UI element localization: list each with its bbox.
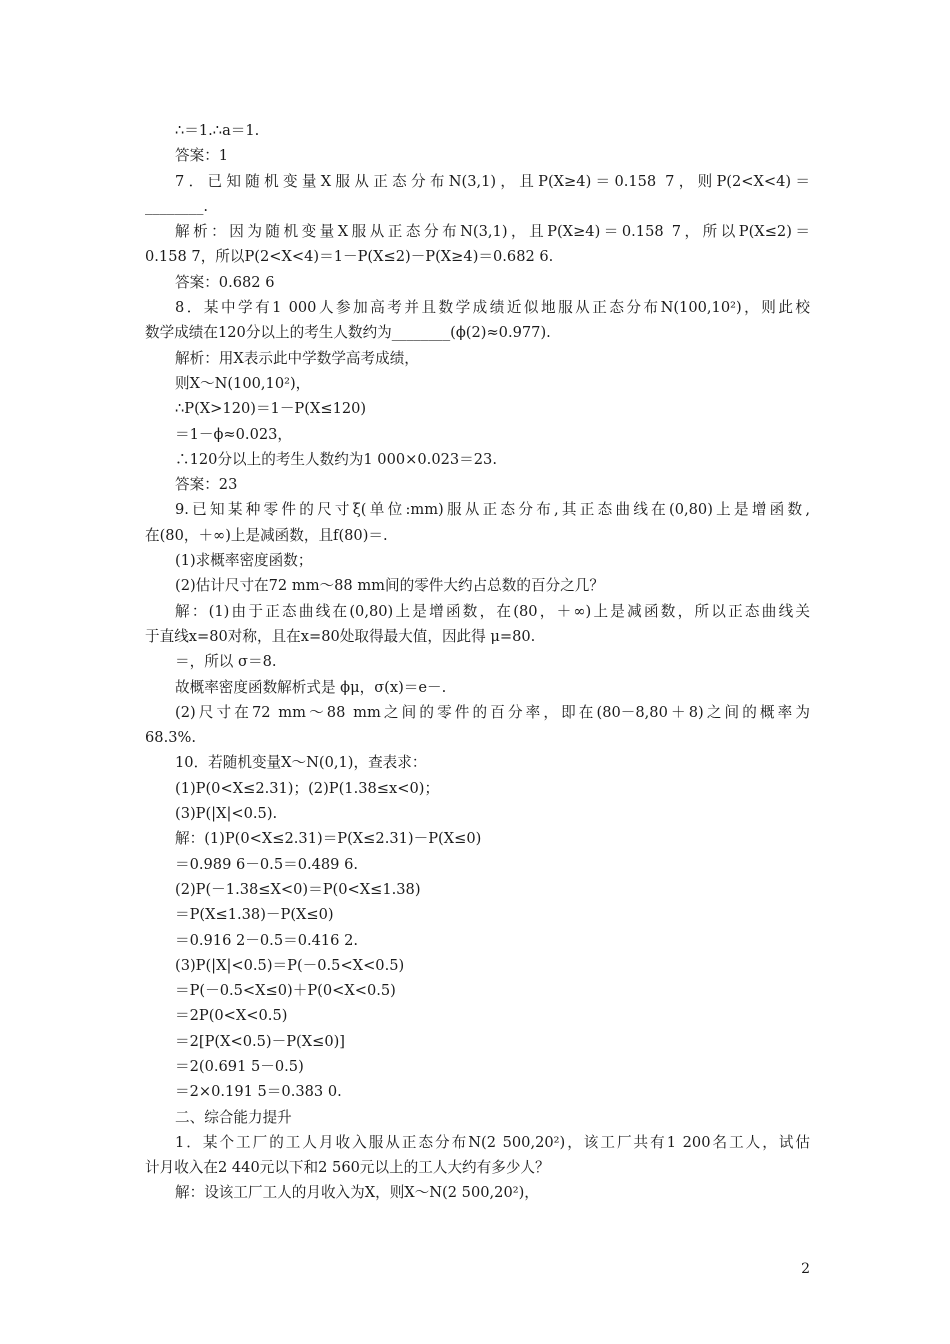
text-line: ＝2(0.691 5－0.5): [175, 1057, 304, 1075]
text-line: 7．已知随机变量X服从正态分布N(3,1)，且P(X≥4)＝0.158 7，则P(2<X<4)＝: [175, 172, 810, 190]
text-line: 解：设该工厂工人的月收入为X，则X～N(2 500,20²)，: [175, 1184, 539, 1202]
text-line: ＝2×0.191 5＝0.383 0.: [175, 1083, 342, 1101]
text-line: ＝0.916 2－0.5＝0.416 2.: [175, 931, 359, 949]
text-line: 0.158 7，所以P(2<X<4)＝1－P(X≤2)－P(X≥4)＝0.682 6.: [145, 248, 554, 266]
text-line: ＝2[P(X<0.5)－P(X≤0)]: [175, 1032, 346, 1050]
text-line: 在(80，＋∞)上是减函数，且f(80)＝.: [145, 526, 388, 544]
text-line: 答案：23: [175, 476, 238, 494]
text-line: 解析：因为随机变量X服从正态分布N(3,1)，且P(X≥4)＝0.158 7，所以P(X≤2)＝: [175, 223, 810, 241]
text-line: 10．若随机变量X～N(0,1)，查表求：: [175, 754, 427, 772]
text-line: (3)P(|X|<0.5)＝P(－0.5<X<0.5): [175, 956, 405, 974]
text-line: 计月收入在2 440元以下和2 560元以上的工人大约有多少人？: [145, 1159, 550, 1177]
text-line: 解：(1)P(0<X≤2.31)＝P(X≤2.31)－P(X≤0): [175, 830, 482, 848]
text-line: 解：(1)由于正态曲线在(0,80)上是增函数，在(80，＋∞)上是减函数，所以正态曲线关: [175, 602, 810, 620]
text-line: (2)尺寸在72 mm～88 mm之间的零件的百分率，即在(80－8,80＋8)之间的概率为: [175, 703, 810, 721]
text-line: 解析：用X表示此中学数学高考成绩，: [175, 349, 419, 367]
text-line: (2)估计尺寸在72 mm～88 mm间的零件大约占总数的百分之几？: [175, 577, 604, 595]
text-line: ＝2P(0<X<0.5): [175, 1007, 288, 1025]
text-line: 则X～N(100,10²)，: [175, 374, 311, 392]
text-line: 68.3%.: [145, 729, 196, 747]
text-line: ＝1－ϕ≈0.023，: [175, 425, 293, 443]
text-line: (3)P(|X|<0.5).: [175, 805, 278, 823]
text-line: ＝，所以 σ＝8.: [175, 653, 277, 671]
text-line: (1)P(0<X≤2.31)；(2)P(1.38≤x<0)；: [175, 779, 440, 797]
text-line: (2)P(－1.38≤X<0)＝P(0<X≤1.38): [175, 880, 421, 898]
page-number: 2: [801, 1261, 810, 1277]
page-body-text: [145, 118, 810, 1206]
text-line: ∴P(X>120)＝1－P(X≤120): [175, 400, 367, 418]
text-line: 9.已知某种零件的尺寸ξ(单位:mm)服从正态分布,其正态曲线在(0,80)上是增函数,: [175, 501, 810, 519]
text-line: 答案：0.682 6: [175, 273, 275, 291]
text-line: ∴120分以上的考生人数约为1 000×0.023＝23.: [175, 450, 497, 468]
text-line: 二、综合能力提升: [175, 1108, 292, 1126]
text-line: 答案：1: [175, 147, 229, 165]
text-line: 数学成绩在120分以上的考生人数约为________(ϕ(2)≈0.977).: [145, 324, 551, 342]
text-line: ∴＝1.∴a＝1.: [175, 122, 260, 139]
text-line: ＝P(－0.5<X≤0)＋P(0<X<0.5): [175, 982, 396, 1000]
text-line: ________.: [145, 197, 209, 215]
text-line: ＝0.989 6－0.5＝0.489 6.: [175, 855, 359, 873]
text-line: 8．某中学有1 000人参加高考并且数学成绩近似地服从正态分布N(100,10²)，则此校: [175, 299, 810, 317]
text-line: ＝P(X≤1.38)－P(X≤0): [175, 906, 334, 924]
text-line: 于直线x=80对称，且在x=80处取得最大值，因此得 μ=80.: [145, 627, 536, 645]
text-line: 故概率密度函数解析式是 ϕμ，σ(x)＝e－.: [175, 678, 447, 696]
text-line: (1)求概率密度函数；: [175, 552, 313, 570]
text-line: 1．某个工厂的工人月收入服从正态分布N(2 500,20²)，该工厂共有1 200名工人，试估: [175, 1133, 810, 1151]
